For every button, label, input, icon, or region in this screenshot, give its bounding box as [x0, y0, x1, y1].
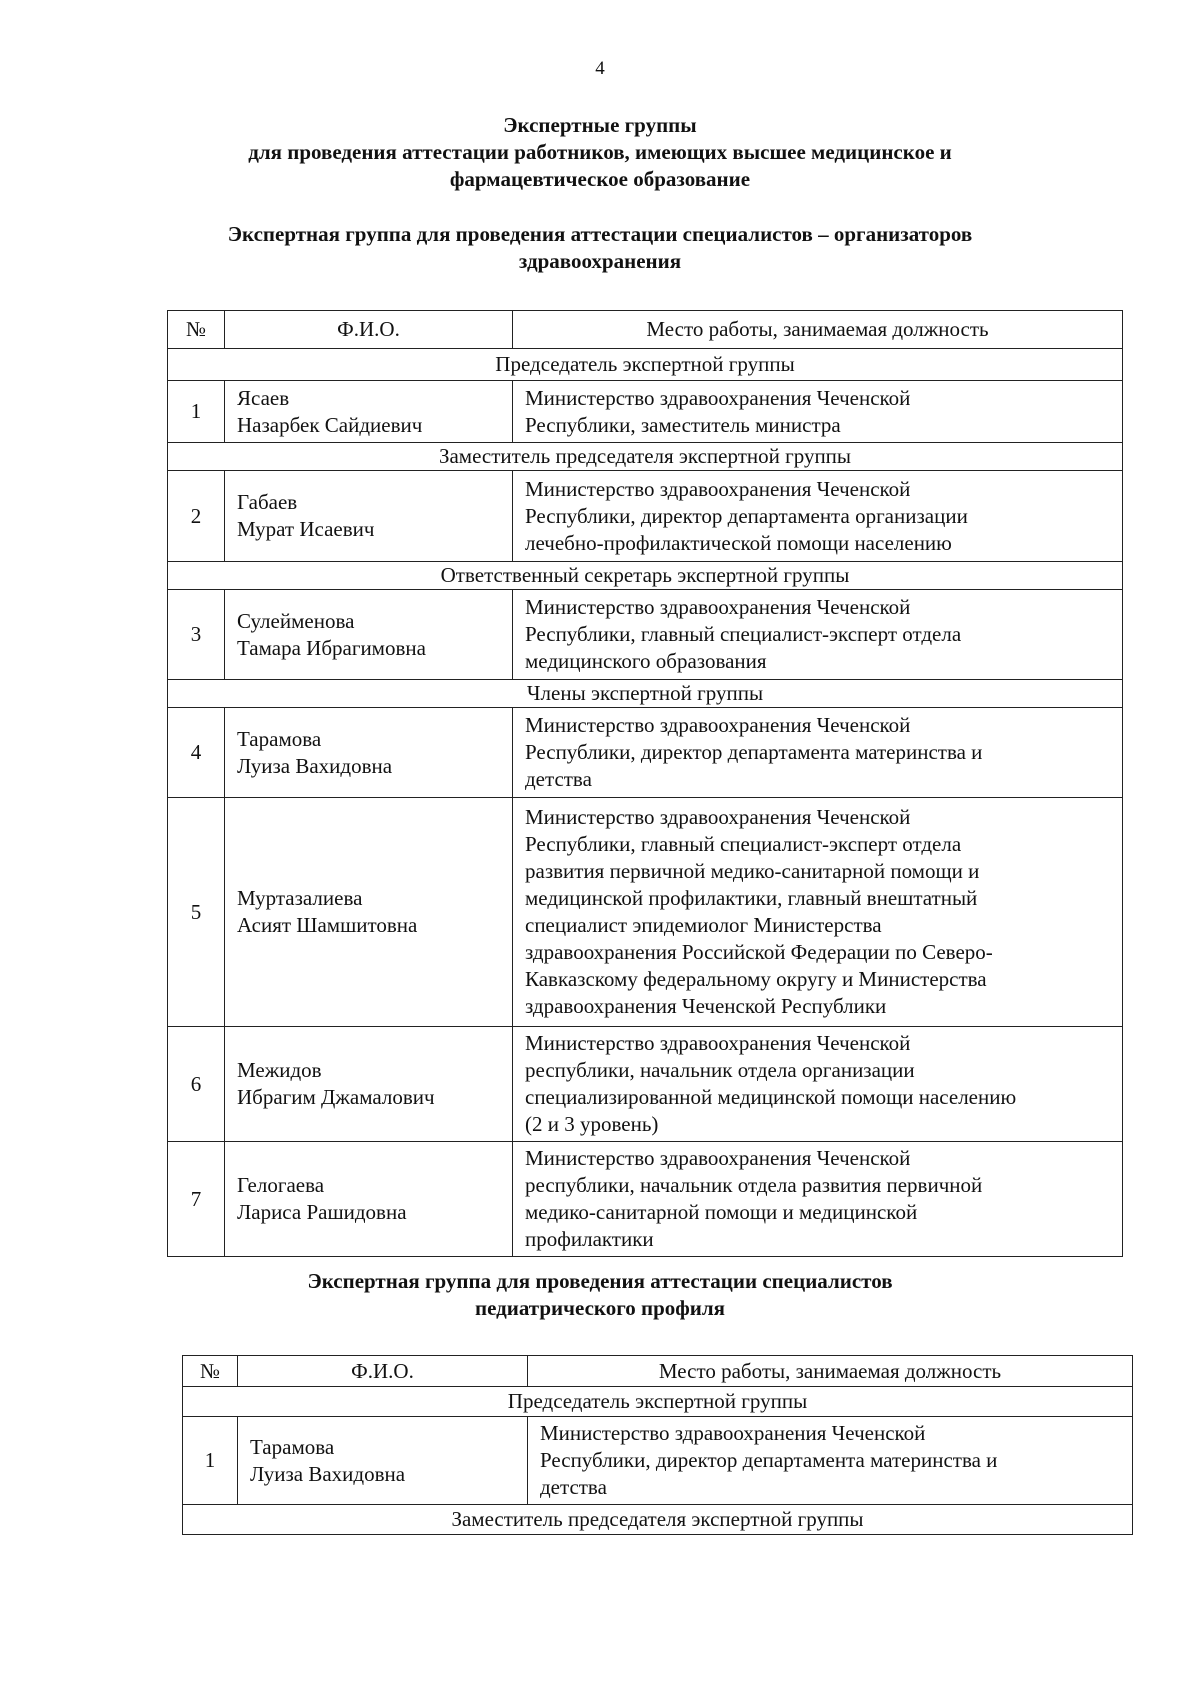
section-deputy: Заместитель председателя экспертной группы	[168, 443, 1123, 471]
group-title-line: Экспертная группа для проведения аттестации специалистов	[307, 1269, 893, 1293]
person-name: Тарамова Луиза Вахидовна	[225, 708, 513, 798]
workplace-position: Министерство здравоохранения Чеченской Республики, главный специалист-эксперт отдела развития первичной медико-санитарной помощи и медицинской профилактики, главный внештатный специалист эпидемиолог Министерства здравоохранения Российской Федерации по Северо- Кавказскому федеральному округу и Министерства здравоохранения Чеченской Республики	[513, 798, 1123, 1027]
workplace-position: Министерство здравоохранения Чеченской Республики, директор департамента организации лечебно-профилактической помощи населению	[513, 471, 1123, 562]
workplace-position: Министерство здравоохранения Чеченской Республики, главный специалист-эксперт отдела медицинского образования	[513, 590, 1123, 680]
col-header-num: №	[183, 1356, 238, 1387]
col-header-name: Ф.И.О.	[225, 311, 513, 349]
col-header-name: Ф.И.О.	[238, 1356, 528, 1387]
row-number: 2	[168, 471, 225, 562]
table-row	[183, 1417, 1133, 1505]
table-header-row	[168, 311, 1123, 349]
row-number: 1	[183, 1417, 238, 1505]
group2-title	[0, 1268, 1200, 1322]
row-number: 3	[168, 590, 225, 680]
workplace-position: Министерство здравоохранения Чеченской республики, начальник отдела развития первичной медико-санитарной помощи и медицинской профилактики	[513, 1142, 1123, 1257]
col-header-place: Место работы, занимаемая должность	[528, 1356, 1133, 1387]
table-header-row	[183, 1356, 1133, 1387]
workplace-position: Министерство здравоохранения Чеченской Республики, директор департамента материнства и детства	[528, 1417, 1133, 1505]
table-row	[168, 590, 1123, 680]
table-row	[168, 1027, 1123, 1142]
group-title-line: здравоохранения	[518, 249, 682, 273]
table-row	[168, 798, 1123, 1027]
heading-line: для проведения аттестации работников, имеющих высшее медицинское и	[248, 140, 952, 164]
section-members: Члены экспертной группы	[168, 680, 1123, 708]
table-row	[168, 471, 1123, 562]
row-number: 7	[168, 1142, 225, 1257]
workplace-position: Министерство здравоохранения Чеченской Республики, директор департамента материнства и детства	[513, 708, 1123, 798]
person-name: Сулейменова Тамара Ибрагимовна	[225, 590, 513, 680]
section-chair: Председатель экспертной группы	[183, 1387, 1133, 1417]
row-number: 5	[168, 798, 225, 1027]
row-number: 4	[168, 708, 225, 798]
person-name: Габаев Мурат Исаевич	[225, 471, 513, 562]
person-name: Ясаев Назарбек Сайдиевич	[225, 381, 513, 443]
group1-title	[0, 221, 1200, 275]
row-number: 6	[168, 1027, 225, 1142]
heading-line: Экспертные группы	[503, 113, 697, 137]
table-row	[168, 708, 1123, 798]
person-name: Тарамова Луиза Вахидовна	[238, 1417, 528, 1505]
group1-table	[167, 310, 1123, 1257]
col-header-num: №	[168, 311, 225, 349]
workplace-position: Министерство здравоохранения Чеченской Республики, заместитель министра	[513, 381, 1123, 443]
table-row	[168, 381, 1123, 443]
table-row	[168, 1142, 1123, 1257]
group2-table	[182, 1355, 1133, 1535]
page-number: 4	[595, 58, 605, 79]
section-chair: Председатель экспертной группы	[168, 349, 1123, 381]
person-name: Гелогаева Лариса Рашидовна	[225, 1142, 513, 1257]
section-secretary: Ответственный секретарь экспертной группы	[168, 562, 1123, 590]
col-header-place: Место работы, занимаемая должность	[513, 311, 1123, 349]
workplace-position: Министерство здравоохранения Чеченской республики, начальник отдела организации специализированной медицинской помощи населению (2 и 3 уровень)	[513, 1027, 1123, 1142]
document-heading	[0, 112, 1200, 193]
person-name: Муртазалиева Асият Шамшитовна	[225, 798, 513, 1027]
group-title-line: педиатрического профиля	[474, 1296, 726, 1320]
row-number: 1	[168, 381, 225, 443]
group-title-line: Экспертная группа для проведения аттестации специалистов – организаторов	[227, 222, 973, 246]
heading-line: фармацевтическое образование	[449, 167, 751, 191]
person-name: Межидов Ибрагим Джамалович	[225, 1027, 513, 1142]
section-deputy: Заместитель председателя экспертной группы	[183, 1505, 1133, 1535]
